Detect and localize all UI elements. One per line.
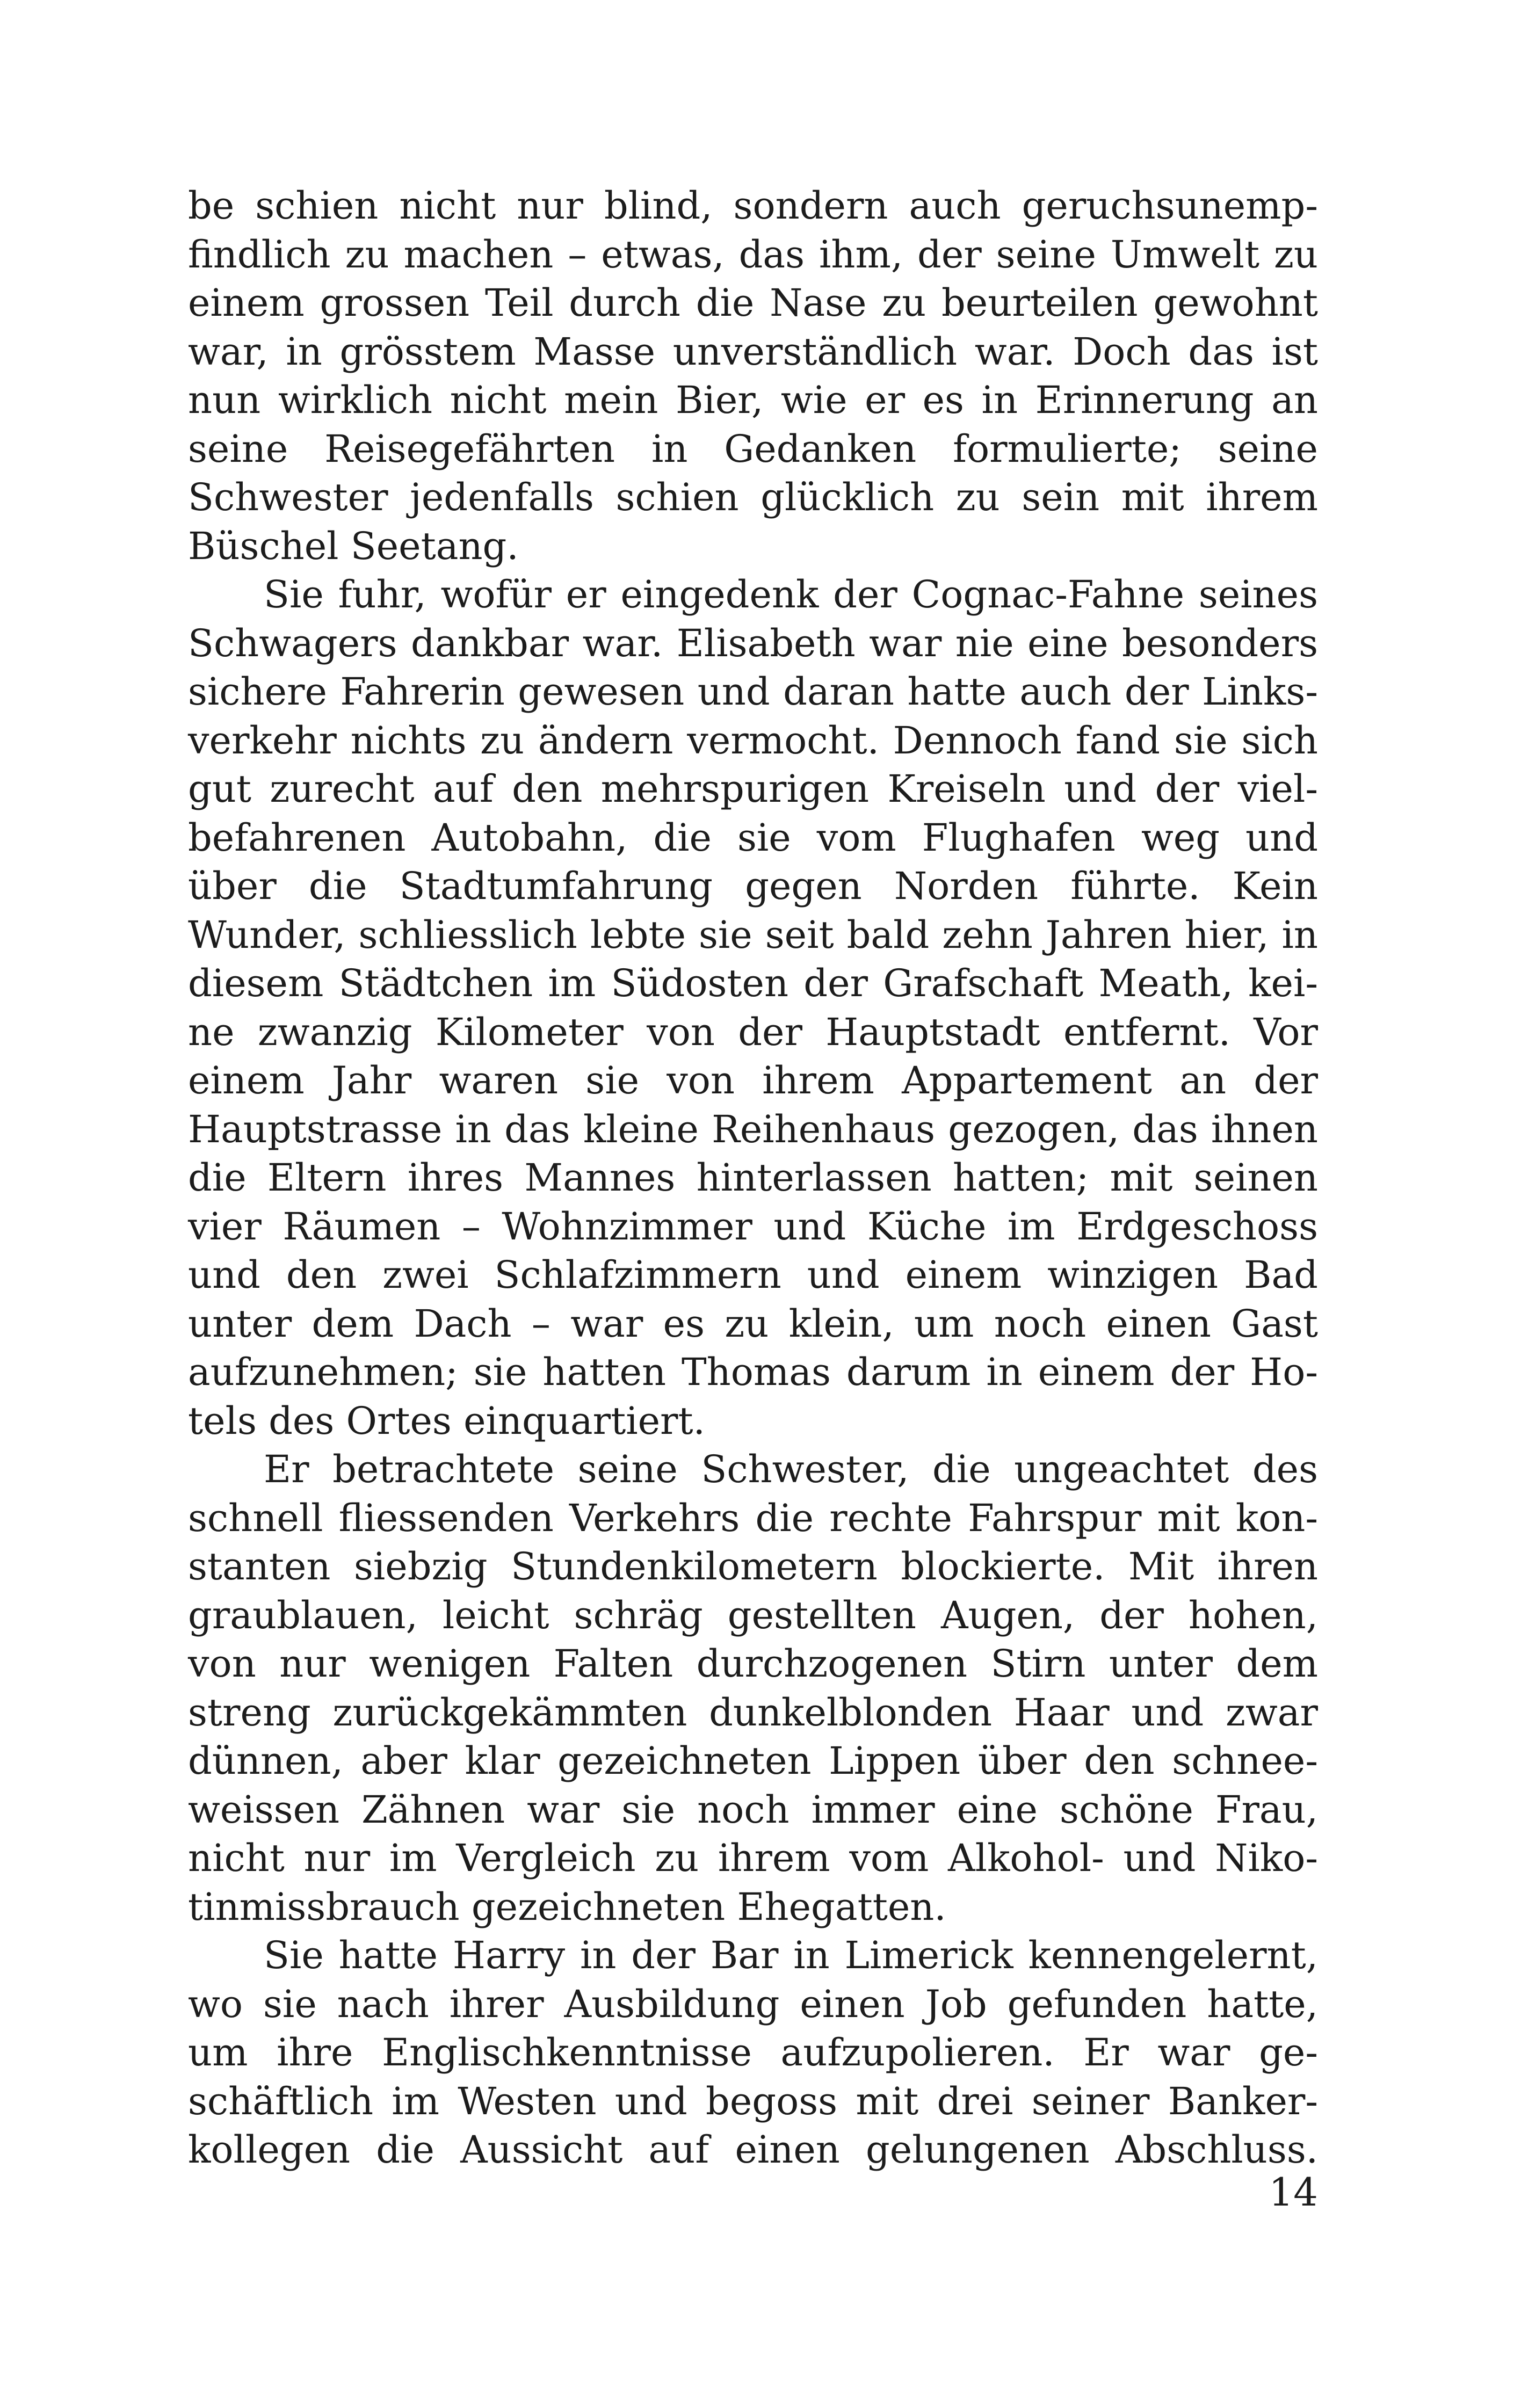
text-line: streng zurückgekämmten dunkelblonden Haar und zwar (188, 1690, 1318, 1735)
text-line: ne zwanzig Kilometer von der Hauptstadt entfernt. Vor (188, 1010, 1318, 1054)
text-line: befahrenen Autobahn, die sie vom Flughafen weg und (188, 815, 1318, 860)
text-line: Wunder, schliesslich lebte sie seit bald zehn Jahren hier, in (188, 912, 1318, 957)
text-line: vier Räumen – Wohnzimmer und Küche im Erdgeschoss (188, 1204, 1318, 1249)
text-line: über die Stadtumfahrung gegen Norden führte. Kein (188, 864, 1318, 908)
text-line: kollegen die Aussicht auf einen gelungenen Abschluss. (188, 2128, 1318, 2172)
text-line: tinmissbrauch gezeichneten Ehegatten. (188, 1884, 946, 1929)
text-line: unter dem Dach – war es zu klein, um noch einen Gast (188, 1301, 1318, 1346)
text-line: Sie fuhr, wofür er eingedenk der Cognac-Fahne seines (264, 572, 1318, 616)
text-line: sichere Fahrerin gewesen und daran hatte auch der Links- (188, 670, 1318, 714)
text-line: war, in grösstem Masse unverständlich war. Doch das ist (188, 329, 1318, 374)
text-line: Schwester jedenfalls schien glücklich zu sein mit ihrem (188, 475, 1318, 519)
text-line: von nur wenigen Falten durchzogenen Stirn unter dem (188, 1642, 1318, 1686)
text-line: nun wirklich nicht mein Bier, wie er es in Erinnerung an (188, 378, 1318, 422)
text-line: einem Jahr waren sie von ihrem Appartement an der (188, 1058, 1318, 1103)
paragraph-4 (188, 1931, 1318, 2174)
page-number: 14 (1269, 2170, 1318, 2215)
paragraph-2 (188, 570, 1318, 1445)
text-line: diesem Städtchen im Südosten der Grafschaft Meath, kei- (188, 961, 1318, 1005)
body-text (188, 182, 1318, 2174)
text-line: Hauptstrasse in das kleine Reihenhaus gezogen, das ihnen (188, 1107, 1318, 1151)
text-line: be schien nicht nur blind, sondern auch geruchsunemp- (188, 184, 1318, 228)
text-line: Er betrachtete seine Schwester, die ungeachtet des (264, 1447, 1318, 1491)
text-line: schnell fliessenden Verkehrs die rechte Fahrspur mit kon- (188, 1496, 1318, 1540)
text-line: gut zurecht auf den mehrspurigen Kreiseln und der viel- (188, 767, 1318, 811)
text-line: einem grossen Teil durch die Nase zu beurteilen gewohnt (188, 281, 1318, 325)
paragraph-3 (188, 1445, 1318, 1931)
text-line: graublauen, leicht schräg gestellten Augen, der hohen, (188, 1593, 1318, 1637)
text-line: verkehr nichts zu ändern vermocht. Dennoch fand sie sich (188, 718, 1318, 763)
text-line: und den zwei Schlafzimmern und einem winzigen Bad (188, 1253, 1318, 1297)
paragraph-1 (188, 182, 1318, 570)
text-line: wo sie nach ihrer Ausbildung einen Job gefunden hatte, (188, 1982, 1318, 2026)
text-line: nicht nur im Vergleich zu ihrem vom Alkohol- und Niko- (188, 1836, 1318, 1880)
text-line: Schwagers dankbar war. Elisabeth war nie eine besonders (188, 621, 1318, 665)
text-line: schäftlich im Westen und begoss mit drei seiner Banker- (188, 2079, 1318, 2123)
text-line: weissen Zähnen war sie noch immer eine schöne Frau, (188, 1787, 1318, 1832)
text-line: stanten siebzig Stundenkilometern blockierte. Mit ihren (188, 1544, 1318, 1589)
text-line: Sie hatte Harry in der Bar in Limerick kennengelernt, (264, 1933, 1318, 1977)
text-line: Büschel Seetang. (188, 524, 519, 568)
text-line: aufzunehmen; sie hatten Thomas darum in einem der Ho- (188, 1350, 1318, 1394)
text-line: um ihre Englischkenntnisse aufzupolieren. Er war ge- (188, 2030, 1318, 2075)
text-line: dünnen, aber klar gezeichneten Lippen über den schnee- (188, 1739, 1318, 1783)
text-line: seine Reisegefährten in Gedanken formulierte; seine (188, 426, 1318, 471)
text-line: findlich zu machen – etwas, das ihm, der seine Umwelt zu (188, 232, 1318, 277)
text-line: tels des Ortes einquartiert. (188, 1398, 705, 1443)
text-line: die Eltern ihres Mannes hinterlassen hatten; mit seinen (188, 1156, 1318, 1200)
